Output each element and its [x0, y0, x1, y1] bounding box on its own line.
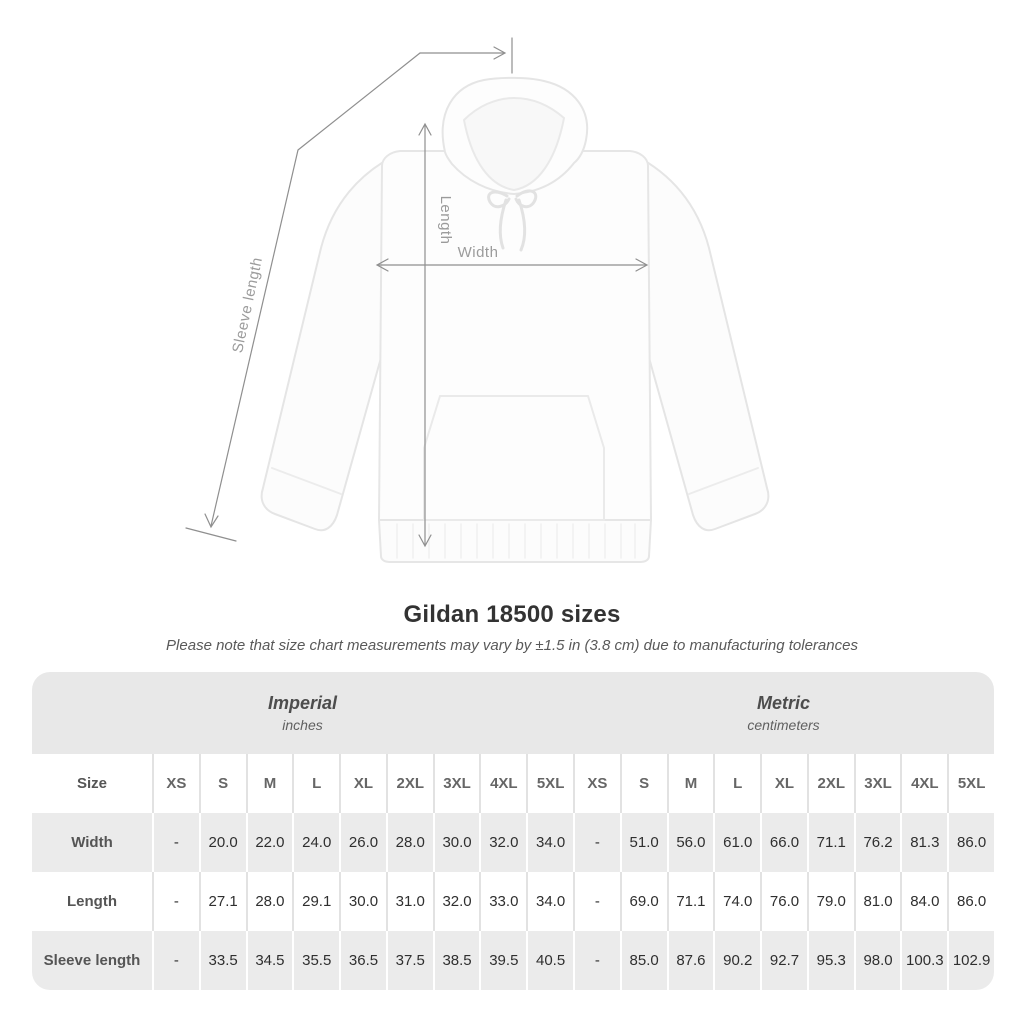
unit-header-band: [32, 672, 994, 754]
size-header-cell: 4XL: [479, 754, 526, 813]
hoodie-pocket: [424, 396, 604, 520]
page-title: Gildan 18500 sizes: [403, 601, 621, 628]
value-cell: 95.3: [807, 931, 854, 990]
value-cell: 81.0: [854, 872, 901, 931]
size-header-cell: 3XL: [854, 754, 901, 813]
value-cell: -: [573, 872, 620, 931]
value-cell: 51.0: [620, 813, 667, 872]
value-cell: 30.0: [433, 813, 480, 872]
sleeve-length-label: Sleeve length: [229, 255, 267, 355]
size-header-cell: M: [667, 754, 714, 813]
value-cell: 34.0: [526, 872, 573, 931]
value-cell: 22.0: [246, 813, 293, 872]
value-cell: 102.9: [947, 931, 994, 990]
value-cell: 28.0: [386, 813, 433, 872]
value-cell: 81.3: [900, 813, 947, 872]
value-cell: 27.1: [199, 872, 246, 931]
value-cell: 30.0: [339, 872, 386, 931]
value-cell: 87.6: [667, 931, 714, 990]
value-cell: 74.0: [713, 872, 760, 931]
value-cell: 61.0: [713, 813, 760, 872]
row-label: Length: [67, 893, 117, 910]
value-cell: 66.0: [760, 813, 807, 872]
value-cell: 71.1: [807, 813, 854, 872]
value-cell: 38.5: [433, 931, 480, 990]
size-header-cell: 4XL: [900, 754, 947, 813]
value-cell: 92.7: [760, 931, 807, 990]
row-label: Size: [76, 775, 107, 792]
size-header-cell: 3XL: [433, 754, 480, 813]
value-cell: 85.0: [620, 931, 667, 990]
size-header-cell: 5XL: [526, 754, 573, 813]
size-table: [32, 672, 994, 990]
value-cell: 56.0: [667, 813, 714, 872]
value-cell: 37.5: [386, 931, 433, 990]
value-cell: -: [152, 872, 199, 931]
value-cell: 76.2: [854, 813, 901, 872]
value-cell: 100.3: [900, 931, 947, 990]
value-cell: -: [152, 931, 199, 990]
size-header-cell: 2XL: [807, 754, 854, 813]
hoodie-illustration: [262, 78, 769, 562]
value-cell: 28.0: [246, 872, 293, 931]
value-cell: 79.0: [807, 872, 854, 931]
value-cell: 24.0: [292, 813, 339, 872]
size-header-row: [32, 754, 994, 813]
metric-header: [573, 672, 994, 754]
value-cell: 33.5: [199, 931, 246, 990]
value-cell: 33.0: [479, 872, 526, 931]
size-header-cell: XL: [339, 754, 386, 813]
value-cell: 32.0: [433, 872, 480, 931]
imperial-header: [32, 672, 573, 754]
row-label: Width: [71, 834, 113, 851]
value-cell: 39.5: [479, 931, 526, 990]
value-cell: 71.1: [667, 872, 714, 931]
value-cell: 40.5: [526, 931, 573, 990]
metric-title: Metric: [756, 693, 810, 713]
sleeve-length-end-crossbar: [186, 528, 236, 541]
value-cell: 84.0: [900, 872, 947, 931]
value-cell: 86.0: [947, 872, 994, 931]
value-cell: 69.0: [620, 872, 667, 931]
value-cell: 29.1: [292, 872, 339, 931]
measurement-row-width: [32, 813, 994, 872]
value-cell: 31.0: [386, 872, 433, 931]
value-cell: 26.0: [339, 813, 386, 872]
size-header-cell: S: [199, 754, 246, 813]
value-cell: -: [573, 813, 620, 872]
imperial-unit: inches: [282, 717, 323, 733]
size-header-cell: 2XL: [386, 754, 433, 813]
size-header-cell: L: [292, 754, 339, 813]
value-cell: 90.2: [713, 931, 760, 990]
size-header-cell: XL: [760, 754, 807, 813]
size-table-grid: [32, 754, 994, 990]
value-cell: 76.0: [760, 872, 807, 931]
size-header-cell: 5XL: [947, 754, 994, 813]
value-cell: 98.0: [854, 931, 901, 990]
hoodie-hem-band: [379, 520, 651, 562]
row-label: Sleeve length: [43, 952, 141, 969]
length-label: Length: [437, 195, 454, 245]
size-header-cell: XS: [573, 754, 620, 813]
size-header-cell: L: [713, 754, 760, 813]
imperial-title: Imperial: [267, 693, 338, 713]
metric-unit: centimeters: [747, 717, 820, 733]
value-cell: 86.0: [947, 813, 994, 872]
size-header-cell: S: [620, 754, 667, 813]
value-cell: 35.5: [292, 931, 339, 990]
value-cell: -: [573, 931, 620, 990]
value-cell: 20.0: [199, 813, 246, 872]
value-cell: 36.5: [339, 931, 386, 990]
measurement-row-length: [32, 872, 994, 931]
width-label: Width: [457, 244, 499, 261]
size-header-cell: XS: [152, 754, 199, 813]
tolerance-note: Please note that size chart measurements may vary by ±1.5 in (3.8 cm) due to manufacturing tolerances: [166, 637, 858, 654]
value-cell: -: [152, 813, 199, 872]
measurement-row-sleeve-length: [32, 931, 994, 990]
size-header-cell: M: [246, 754, 293, 813]
value-cell: 34.0: [526, 813, 573, 872]
value-cell: 34.5: [246, 931, 293, 990]
value-cell: 32.0: [479, 813, 526, 872]
